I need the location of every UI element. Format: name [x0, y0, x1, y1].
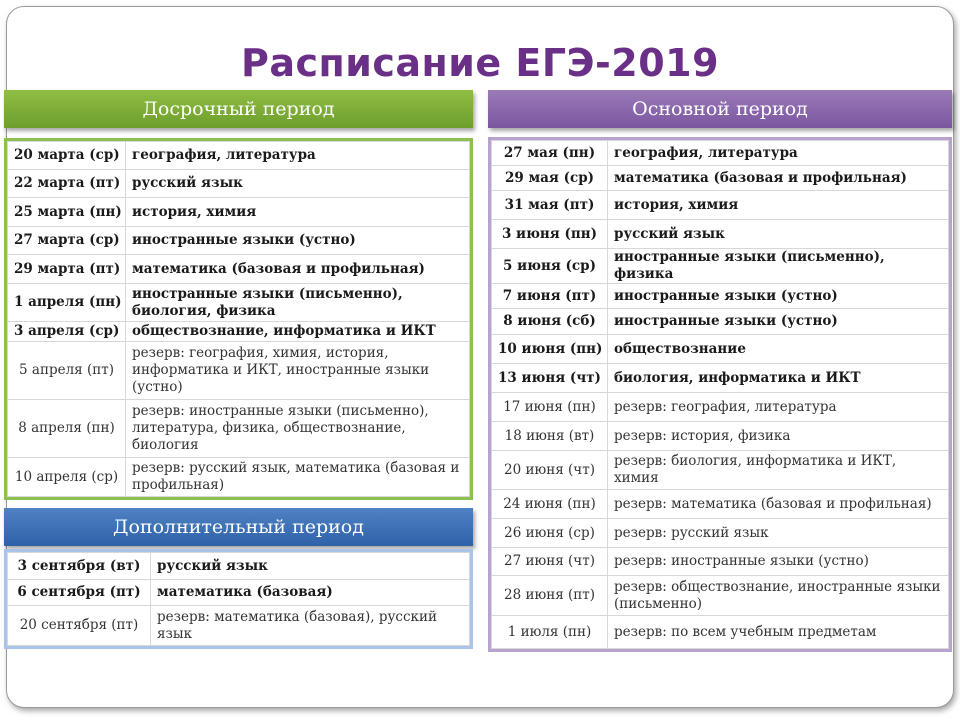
exam-date: 20 июня (чт): [492, 451, 608, 490]
exam-subjects: резерв: русский язык: [608, 519, 949, 548]
exam-date: 29 марта (пт): [8, 255, 126, 284]
table-row: [492, 576, 949, 616]
main-period-header: Основной период: [488, 90, 952, 128]
table-row: [8, 458, 470, 497]
table-row: [8, 553, 470, 580]
exam-date: 5 апреля (пт): [8, 342, 126, 400]
exam-subjects: русский язык: [608, 220, 949, 249]
exam-subjects: русский язык: [151, 553, 470, 580]
table-row: [492, 393, 949, 422]
exam-subjects: резерв: история, физика: [608, 422, 949, 451]
extra-period-header: Дополнительный период: [4, 508, 473, 546]
exam-date: 3 апреля (ср): [8, 322, 126, 342]
exam-date: 6 сентября (пт): [8, 580, 151, 606]
table-row: [492, 249, 949, 284]
table-row: [8, 580, 470, 606]
exam-subjects: иностранные языки (устно): [608, 284, 949, 309]
early-period-header: Досрочный период: [4, 90, 473, 128]
table-row: [492, 490, 949, 519]
exam-subjects: резерв: математика (базовая и профильная): [608, 490, 949, 519]
table-row: [8, 322, 470, 342]
main-period-table: [488, 137, 952, 652]
table-row: [8, 400, 470, 458]
exam-date: 26 июня (ср): [492, 519, 608, 548]
table-row: [492, 284, 949, 309]
exam-subjects: резерв: по всем учебным предметам: [608, 616, 949, 649]
exam-date: 28 июня (пт): [492, 576, 608, 616]
exam-subjects: резерв: обществознание, иностранные языки (письменно): [608, 576, 949, 616]
exam-date: 25 марта (пн): [8, 198, 126, 227]
exam-date: 17 июня (пн): [492, 393, 608, 422]
early-period-table: [4, 138, 473, 500]
exam-date: 27 июня (чт): [492, 548, 608, 576]
exam-subjects: иностранные языки (устно): [126, 227, 470, 255]
table-row: [8, 142, 470, 170]
exam-subjects: резерв: иностранные языки (устно): [608, 548, 949, 576]
exam-subjects: история, химия: [126, 198, 470, 227]
exam-date: 13 июня (чт): [492, 364, 608, 393]
table-row: [492, 166, 949, 191]
table-row: [492, 548, 949, 576]
exam-date: 8 апреля (пн): [8, 400, 126, 458]
exam-subjects: резерв: география, химия, история, информатика и ИКТ, иностранные языки (устно): [126, 342, 470, 400]
table-row: [8, 227, 470, 255]
exam-subjects: русский язык: [126, 170, 470, 198]
table-row: [8, 606, 470, 646]
exam-date: 1 апреля (пн): [8, 284, 126, 322]
exam-date: 10 апреля (ср): [8, 458, 126, 497]
table-row: [492, 141, 949, 166]
exam-date: 31 мая (пт): [492, 191, 608, 220]
table-row: [8, 342, 470, 400]
exam-date: 5 июня (ср): [492, 249, 608, 284]
exam-date: 8 июня (сб): [492, 309, 608, 335]
table-row: [492, 422, 949, 451]
exam-subjects: резерв: биология, информатика и ИКТ, химия: [608, 451, 949, 490]
exam-date: 24 июня (пн): [492, 490, 608, 519]
exam-subjects: биология, информатика и ИКТ: [608, 364, 949, 393]
table-row: [492, 451, 949, 490]
exam-date: 3 июня (пн): [492, 220, 608, 249]
exam-date: 3 сентября (вт): [8, 553, 151, 580]
exam-subjects: математика (базовая и профильная): [608, 166, 949, 191]
table-row: [8, 255, 470, 284]
extra-period-table: [4, 549, 473, 649]
table-row: [8, 170, 470, 198]
table-row: [492, 191, 949, 220]
exam-subjects: резерв: русский язык, математика (базовая и профильная): [126, 458, 470, 497]
exam-date: 18 июня (вт): [492, 422, 608, 451]
exam-date: 1 июля (пн): [492, 616, 608, 649]
table-row: [492, 616, 949, 649]
exam-date: 22 марта (пт): [8, 170, 126, 198]
exam-date: 7 июня (пт): [492, 284, 608, 309]
exam-subjects: резерв: география, литература: [608, 393, 949, 422]
exam-date: 10 июня (пн): [492, 335, 608, 364]
exam-subjects: география, литература: [126, 142, 470, 170]
exam-date: 29 мая (ср): [492, 166, 608, 191]
page-title: Расписание ЕГЭ-2019: [240, 41, 720, 85]
exam-date: 27 марта (ср): [8, 227, 126, 255]
exam-subjects: обществознание: [608, 335, 949, 364]
exam-subjects: история, химия: [608, 191, 949, 220]
exam-subjects: резерв: иностранные языки (письменно), литература, физика, обществознание, биология: [126, 400, 470, 458]
table-row: [8, 284, 470, 322]
exam-subjects: иностранные языки (устно): [608, 309, 949, 335]
exam-subjects: география, литература: [608, 141, 949, 166]
exam-date: 20 марта (ср): [8, 142, 126, 170]
table-row: [492, 220, 949, 249]
table-row: [492, 519, 949, 548]
table-row: [492, 364, 949, 393]
exam-subjects: иностранные языки (письменно), биология, физика: [126, 284, 470, 322]
exam-subjects: резерв: математика (базовая), русский язык: [151, 606, 470, 646]
exam-subjects: математика (базовая и профильная): [126, 255, 470, 284]
exam-subjects: обществознание, информатика и ИКТ: [126, 322, 470, 342]
exam-subjects: математика (базовая): [151, 580, 470, 606]
exam-date: 20 сентября (пт): [8, 606, 151, 646]
table-row: [492, 335, 949, 364]
table-row: [8, 198, 470, 227]
table-row: [492, 309, 949, 335]
exam-subjects: иностранные языки (письменно), физика: [608, 249, 949, 284]
exam-date: 27 мая (пн): [492, 141, 608, 166]
